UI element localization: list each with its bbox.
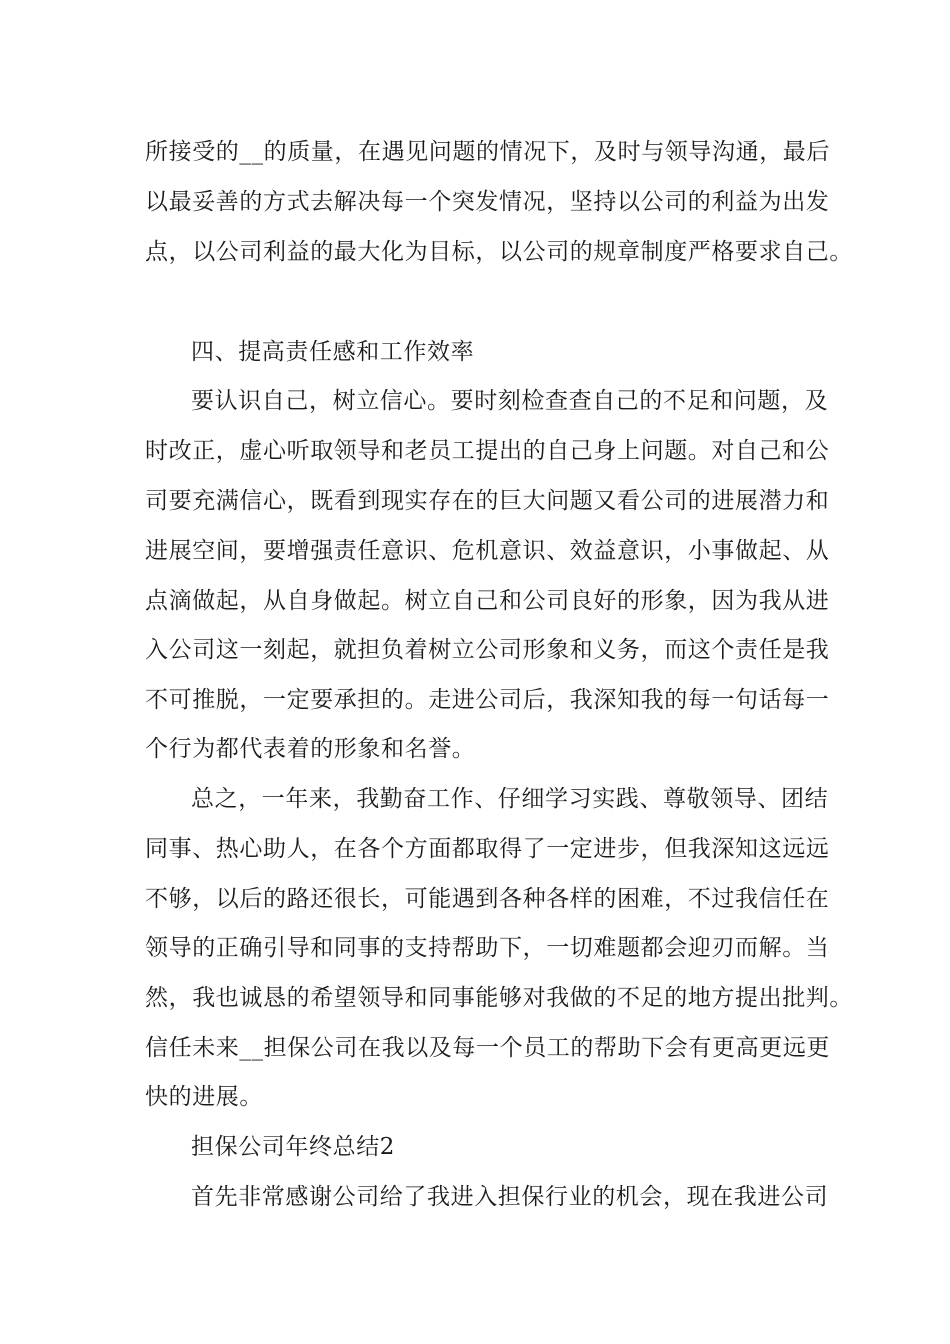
section-heading: 四、提高责任感和工作效率: [191, 339, 475, 365]
paragraph-line: 不够，以后的路还很长，可能遇到各种各样的困难，不过我信任在: [145, 886, 830, 912]
paragraph-line: 司要充满信心，既看到现实存在的巨大问题又看公司的进展潜力和: [145, 488, 830, 514]
paragraph-line: 时改正，虚心听取领导和老员工提出的自己身上问题。对自己和公: [145, 438, 830, 464]
paragraph-line: 总之，一年来，我勤奋工作、仔细学习实践、尊敬领导、团结: [191, 786, 829, 812]
paragraph-line: 入公司这一刻起，就担负着树立公司形象和义务，而这个责任是我: [145, 637, 830, 663]
paragraph-line: 同事、热心助人，在各个方面都取得了一定进步，但我深知这远远: [145, 836, 830, 862]
paragraph-line: 进展空间，要增强责任意识、危机意识、效益意识，小事做起、从: [145, 538, 830, 564]
paragraph-line: 个行为都代表着的形象和名誉。: [145, 736, 476, 762]
paragraph-line: 以最妥善的方式去解决每一个突发情况，坚持以公司的利益为出发: [145, 189, 830, 215]
paragraph-line: 快的进展。: [145, 1084, 263, 1110]
paragraph-line: 不可推脱，一定要承担的。走进公司后，我深知我的每一句话每一: [145, 687, 830, 713]
paragraph-line: 信任未来__担保公司在我以及每一个员工的帮助下会有更高更远更: [145, 1035, 830, 1061]
paragraph-line: 要认识自己，树立信心。要时刻检查查自己的不足和问题，及: [191, 388, 829, 414]
document-title: 担保公司年终总结2: [191, 1134, 396, 1160]
paragraph-line: 领导的正确引导和同事的支持帮助下，一切难题都会迎刃而解。当: [145, 935, 830, 961]
paragraph-line: 所接受的__的质量，在遇见问题的情况下，及时与领导沟通，最后: [145, 139, 830, 165]
paragraph-line: 首先非常感谢公司给了我进入担保行业的机会，现在我进公司: [191, 1184, 829, 1210]
paragraph-line: 点，以公司利益的最大化为目标，以公司的规章制度严格要求自己。: [145, 239, 853, 265]
paragraph-line: 点滴做起，从自身做起。树立自己和公司良好的形象，因为我从进: [145, 588, 830, 614]
paragraph-line: 然，我也诚恳的希望领导和同事能够对我做的不足的地方提出批判。: [145, 985, 853, 1011]
